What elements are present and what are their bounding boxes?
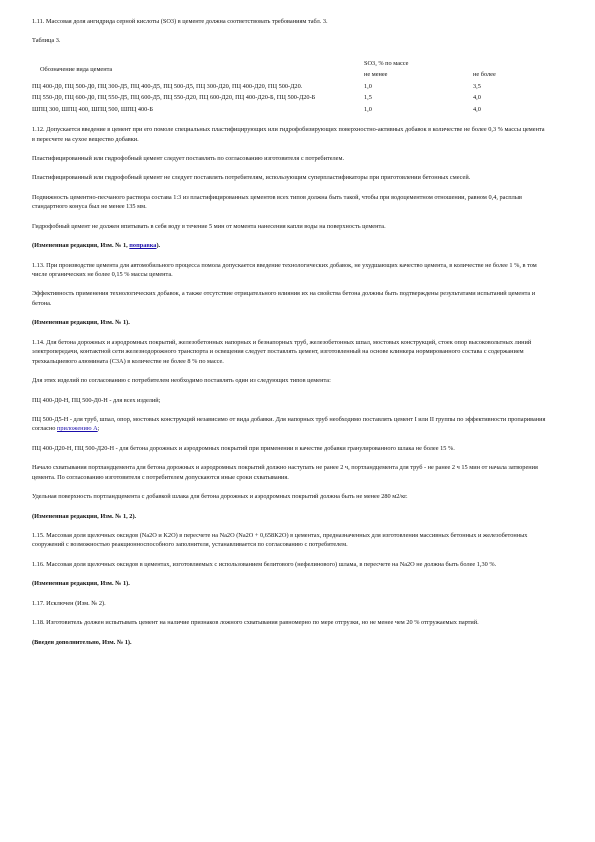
- appendix-a-link[interactable]: приложению А: [57, 425, 98, 433]
- paragraph-mobility: Подвижность цементно-песчаного раствора состава 1:3 из пластифицированных цементов всех типов должна быть такой, чтобы при водоцементном отношении, равном 0,4, расплыв стандартного конуса был не менее 135 мм.: [32, 193, 522, 211]
- header-so3: SO3, % по массе: [364, 59, 409, 67]
- table-header-row: [32, 58, 547, 69]
- paragraph-1-15: 1.15. Массовая доля щелочных оксидов (Na2O и K2O) в пересчете на Na2O (Na2O + 0,658K2O) в цементах, предназначенных для изготовления массивных бетонных и железобетонных сооружений с возможностью реакционноспособного заполнителя, устанавливается по согласованию с потребителем.: [32, 532, 528, 549]
- paragraph-1-18: 1.18. Изготовитель должен испытывать цемент на наличие признаков ложного схватывания равномерно по мере отгрузки, но не менее чем 20 % отгружаемых партий.: [32, 619, 479, 627]
- amendment-note: (Введен дополнительно, Изм. № 1).: [32, 638, 132, 646]
- paragraph-1-13: 1.13. При производстве цемента для автомобильного процесса помола допускается введение технологических добавок, не ухудшающих качество цемента, в количестве не более 1 %, в том числе органических не более 0,15 % массы цемента.: [32, 261, 537, 278]
- row-max-value: 3,5: [473, 82, 481, 90]
- row-cement-name: ШПЦ 300, ШПЦ 400, ШПЦ 500, ШПЦ 400-Б: [32, 105, 154, 113]
- paragraph-1-14: 1.14. Для бетона дорожных и аэродромных покрытий, железобетонных напорных и безнапорных труб, железобетонных шпал, мостовых конструкций, стоек опор высоковольтных линий электропередачи, контактной сети железнодорожного транспорта и освещения следует поставлять цемент, изготовленный на основе клинкера нормированного состава с содержанием трехкальциевого алюмината (C3A) в количестве не более 8 % по массе.: [32, 338, 532, 365]
- paragraph-setting-time: Начало схватывания портландцемента для бетона дорожных и аэродромных покрытий должно наступать не ранее 2 ч, портландцемента для труб - не ранее 2 ч 15 мин от начала затворения цемента. По согласованию изготовителя с потребителем допускаются иные сроки схватывания.: [32, 464, 538, 481]
- paragraph-type-pipes: ПЦ 500-Д5-Н - для труб, шпал, опор, мостовых конструкций независимо от вида добавки. Для напорных труб необходимо поставлять цемент I или II группы по эффективности пропаривания согласно приложению А;: [32, 415, 546, 433]
- paragraph-1-16: 1.16. Массовая доля щелочных оксидов в цементах, изготовляемых с использованием белитового (нефелинового) шлама, в пересчете на Na2O не должна быть более 1,30 %.: [32, 560, 497, 568]
- amendment-link[interactable]: поправка: [129, 242, 157, 250]
- paragraph-1-11: 1.11. Массовая доля ангидрида серной кислоты (SO3) в цементе должна соответствовать требованиям табл. 3.: [32, 18, 328, 25]
- row-max-value: 4,0: [473, 94, 481, 102]
- paragraph-cement-types-intro: Для этих изделий по согласованию с потребителем необходимо поставлять один из следующих типов цемента:: [32, 377, 331, 385]
- paragraph-superplasticizer-note: Пластифицированный или гидрофобный цемент не следует поставлять потребителям, использующим суперпластификаторы при приготовлении бетонных смесей.: [32, 174, 471, 182]
- paragraph-hydrophobic: Гидрофобный цемент не должен впитывать в себя воду в течение 5 мин от момента нанесения капли воды на поверхность цемента.: [32, 222, 386, 230]
- header-min: не менее: [364, 71, 388, 79]
- table-label: Таблица 3.: [32, 37, 61, 45]
- row-max-value: 4,0: [473, 105, 481, 113]
- table-row: [32, 81, 547, 92]
- row-cement-name: ПЦ 400-Д0, ПЦ 500-Д0, ПЦ 300-Д5, ПЦ 400-Д5, ПЦ 500-Д5, ПЦ 300-Д20, ПЦ 400-Д20, ПЦ 500-Д20.: [32, 82, 303, 90]
- header-max: не более: [473, 71, 496, 79]
- row-min-value: 1,0: [364, 82, 372, 90]
- so3-table: [32, 58, 547, 115]
- table-row: [32, 104, 547, 115]
- amendment-note: (Измененная редакция, Изм. № 1).: [32, 580, 130, 588]
- paragraph-specific-surface: Удельная поверхность портландцемента с добавкой шлака для бетона дорожных и аэродромных покрытий должна быть не менее 280 м2/кг.: [32, 493, 408, 501]
- row-cement-name: ПЦ 550-Д0, ПЦ 600-Д0, ПЦ 550-Д5, ПЦ 600-Д5, ПЦ 550-Д20, ПЦ 600-Д20, ПЦ 400-Д20-Б, ПЦ 500-Д20-Б: [32, 94, 316, 102]
- amendment-note: (Измененная редакция, Изм. № 1, 2).: [32, 512, 137, 520]
- paragraph-effectiveness: Эффективность применения технологических добавок, а также отсутствие отрицательного влияния их на свойства бетона должны быть подтверждены результатами испытаний цемента и бетона.: [32, 290, 536, 307]
- paragraph-1-12: 1.12. Допускается введение в цемент при его помоле специальных пластифицирующих или гидрофобизирующих поверхностно-активных добавок в количестве не более 0,3 % массы цемента в пересчете на сухое вещество добавки.: [32, 126, 545, 143]
- row-min-value: 1,0: [364, 105, 372, 113]
- paragraph-plasticized-supply: Пластифицированный или гидрофобный цемент следует поставлять по согласованию изготовителя с потребителем.: [32, 154, 345, 162]
- paragraph-type-all-products: ПЦ 400-Д0-Н, ПЦ 500-Д0-Н - для всех изделий;: [32, 396, 161, 404]
- header-cement-type: Обозначение вида цемента: [40, 65, 113, 73]
- amendment-note: (Измененная редакция, Изм. № 1).: [32, 319, 130, 327]
- amendment-note: (Измененная редакция, Изм. № 1, поправка).: [32, 242, 161, 250]
- row-min-value: 1,5: [364, 94, 372, 102]
- paragraph-1-17: 1.17. Исключен (Изм. № 2).: [32, 599, 106, 607]
- table-row: [32, 92, 547, 103]
- paragraph-type-roads: ПЦ 400-Д20-Н, ПЦ 500-Д20-Н - для бетона дорожных и аэродромных покрытий при применении в качестве добавки гранулированного шлака не более 15 %.: [32, 444, 455, 452]
